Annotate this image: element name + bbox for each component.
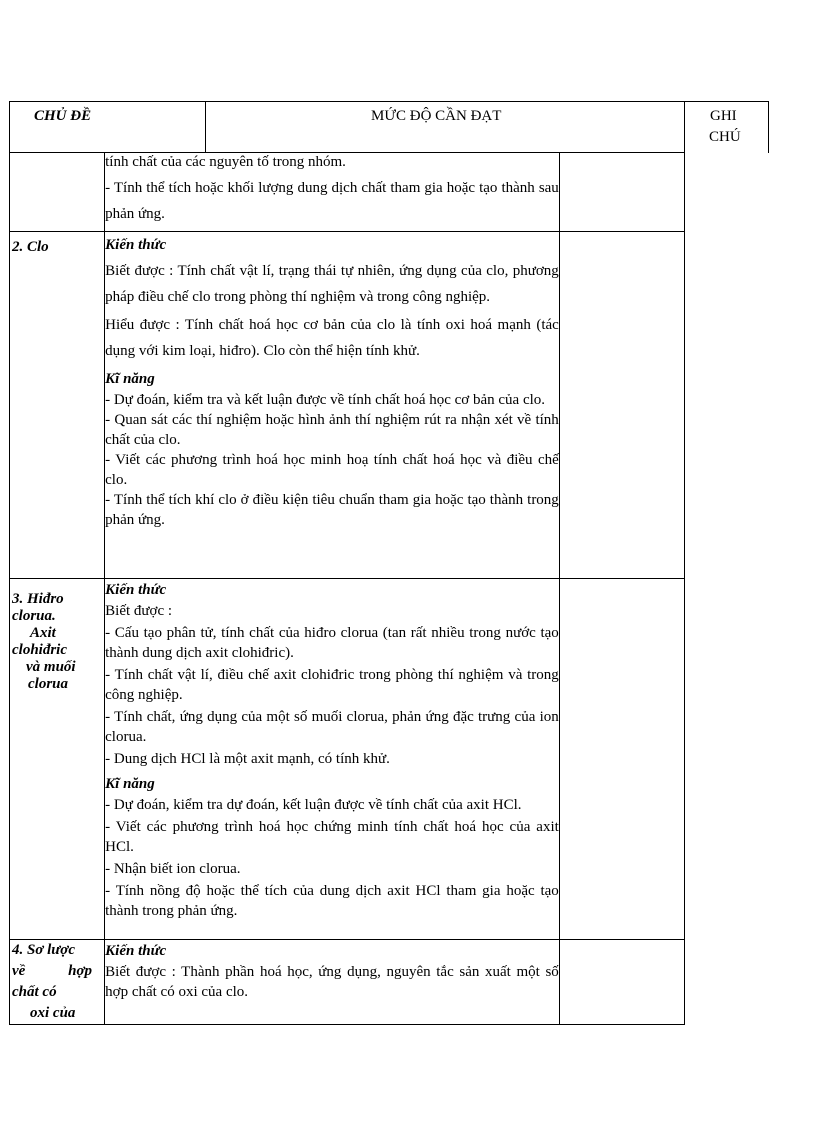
header-cell-chu-de bbox=[9, 101, 206, 153]
topic-cell bbox=[10, 231, 105, 578]
topic-label bbox=[10, 940, 104, 1024]
content-line: - Cấu tạo phân tử, tính chất của hiđro clorua (tan rất nhiều trong nước tạo thành dung dịch axit clohiđric). bbox=[105, 624, 559, 661]
content-line: Biết được : bbox=[105, 602, 173, 619]
content-cell bbox=[105, 231, 560, 578]
content-cell bbox=[105, 578, 560, 939]
content-line: - Tính nồng độ hoặc thể tích của dung dịch axit HCl tham gia hoặc tạo thành trong phản ứng. bbox=[105, 882, 559, 919]
knowledge-heading: Kiến thức bbox=[105, 581, 167, 598]
header-cell-muc-do bbox=[205, 101, 685, 153]
header-muc-do: MỨC ĐỘ CẦN ĐẠT bbox=[371, 108, 502, 124]
knowledge-heading: Kiến thức bbox=[105, 942, 167, 959]
content-line: Biết được : Tính chất vật lí, trạng thái tự nhiên, ứng dụng của clo, phương pháp điều chế clo trong phòng thí nghiệm và trong công nghiệp. bbox=[105, 262, 559, 305]
topic-line: clohiđric bbox=[12, 641, 67, 658]
content-line: - Tính chất, ứng dụng của một số muối clorua, phản ứng đặc trưng của ion clorua. bbox=[105, 708, 559, 745]
table-row bbox=[10, 939, 685, 1024]
content-line: Hiểu được : Tính chất hoá học cơ bản của clo là tính oxi hoá mạnh (tác dụng với kim loại, hiđro). Clo còn thể hiện tính khử. bbox=[105, 316, 559, 359]
content-line: - Dự đoán, kiểm tra dự đoán, kết luận được về tính chất của axit HCl. bbox=[105, 796, 522, 813]
topic-line: oxi của bbox=[30, 1004, 76, 1021]
topic-cell bbox=[10, 939, 105, 1024]
note-cell bbox=[559, 578, 684, 939]
content-table bbox=[9, 152, 685, 1025]
note-cell bbox=[559, 231, 684, 578]
note-cell bbox=[559, 152, 684, 231]
table-row bbox=[10, 231, 685, 578]
header-cell-ghi-chu bbox=[684, 101, 769, 153]
content-line: Biết được : Thành phần hoá học, ứng dụng, nguyên tắc sản xuất một số hợp chất có oxi của clo. bbox=[105, 963, 559, 1000]
topic-line: chất có bbox=[12, 983, 57, 1000]
content-line: - Quan sát các thí nghiệm hoặc hình ảnh thí nghiệm rút ra nhận xét về tính chất của clo. bbox=[105, 411, 559, 448]
header-ghi: GHI bbox=[710, 108, 737, 124]
topic-cell bbox=[10, 152, 105, 231]
topic-line: 4. Sơ lược bbox=[12, 941, 76, 958]
topic-line: và muối bbox=[26, 658, 76, 675]
skills-heading: Kĩ năng bbox=[105, 370, 155, 387]
topic-line: Axit bbox=[30, 624, 56, 641]
content-cell bbox=[105, 152, 560, 231]
topic-label: 2. Clo bbox=[12, 238, 49, 255]
content-line: - Viết các phương trình hoá học chứng minh tính chất hoá học của axit HCl. bbox=[105, 818, 559, 855]
content-line: - Viết các phương trình hoá học minh hoạ tính chất hoá học và điều chế clo. bbox=[105, 451, 559, 488]
content-line: - Tính chất vật lí, điều chế axit clohiđric trong phòng thí nghiệm và trong công nghiệp. bbox=[105, 666, 559, 703]
content-line: - Dự đoán, kiểm tra và kết luận được về tính chất hoá học cơ bản của clo. bbox=[105, 391, 546, 408]
header-chu-de: CHỦ ĐỀ bbox=[34, 108, 92, 124]
table-row bbox=[10, 578, 685, 939]
topic-line: về hợp bbox=[12, 962, 92, 979]
content-line: - Tính thể tích hoặc khối lượng dung dịch chất tham gia hoặc tạo thành sau phản ứng. bbox=[105, 180, 559, 222]
content-line: - Tính thể tích khí clo ở điều kiện tiêu chuẩn tham gia hoặc tạo thành trong phản ứng. bbox=[105, 491, 559, 528]
table-row bbox=[10, 152, 685, 231]
content-line: - Nhận biết ion clorua. bbox=[105, 860, 241, 877]
topic-label bbox=[10, 579, 104, 693]
skills-heading: Kĩ năng bbox=[105, 775, 155, 792]
content-cell bbox=[105, 939, 560, 1024]
topic-line: clorua bbox=[28, 675, 69, 692]
topic-line: 3. Hiđro bbox=[12, 590, 64, 607]
note-cell bbox=[559, 939, 684, 1024]
topic-line: clorua. bbox=[12, 607, 56, 624]
header-chu: CHÚ bbox=[709, 129, 741, 145]
content-line: - Dung dịch HCl là một axit mạnh, có tính khử. bbox=[105, 750, 390, 767]
content-line: tính chất của các nguyên tố trong nhóm. bbox=[105, 154, 346, 170]
topic-cell bbox=[10, 578, 105, 939]
knowledge-heading: Kiến thức bbox=[105, 236, 167, 253]
